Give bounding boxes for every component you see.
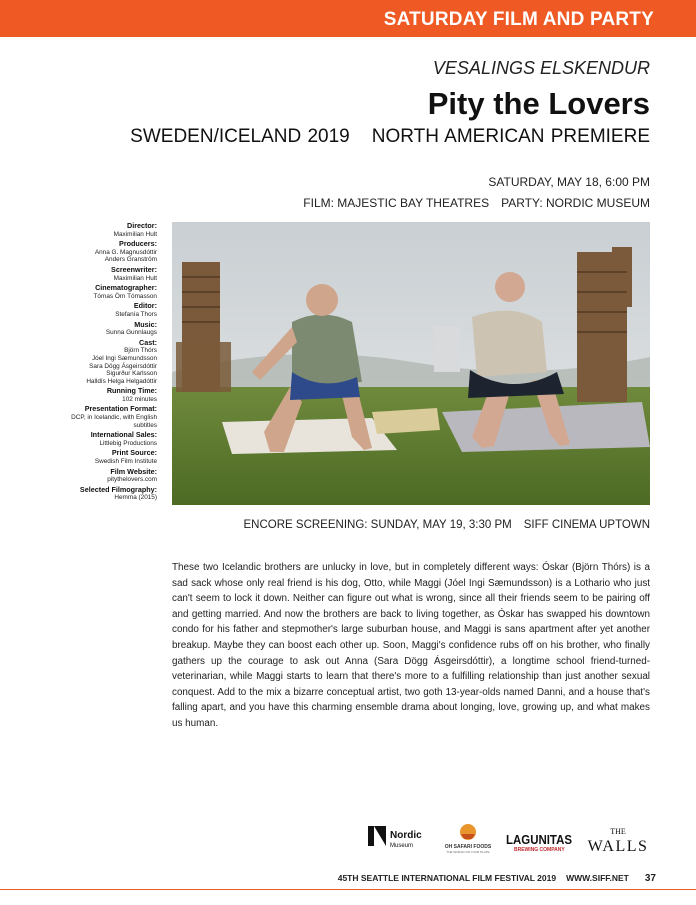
nordic-museum-logo [368,826,422,849]
credit-label: Film Website: [110,466,157,476]
screening-venues [303,196,650,210]
film-venue: FILM: MAJESTIC BAY THEATRES [303,196,490,210]
credit-block [40,486,157,502]
credit-label: Running Time: [106,386,157,396]
credit-value: Hemma (2015) [114,494,157,502]
encore-venue: SIFF CINEMA UPTOWN [523,519,650,531]
original-title: VESALINGS ELSKENDUR [432,58,650,78]
credit-label: International Sales: [90,430,157,440]
credit-value: subtitles [133,421,157,429]
film-title: Pity the Lovers [427,86,650,121]
credit-value: DCP, in Icelandic, with English [71,414,157,422]
synopsis: These two Icelandic brothers are unlucky in love, but in completely different ways: Óskar (Björn Thórs) is a sad sack whose only real friend is his dog, Otto, while Maggi (Jóel Ingi Sæmundsson) is a Lothario who just can't seem to lock it down. Neither can figure out what is wrong, since all their friends seem to be pairing off and getting married. And now the brothers are back to living together, as Óskar has swapped his downtown condo for his father and stepmother's large suburban house, and Maggi is sans apartment after yet another breakup. Maybe they can boost each other up. Soon, Maggi's confidence rubs off on his brother, who finally gathers up the courage to ask out Anna (Sara Dögg Ásgeirsdóttir), a longtime school friend-turned-veterinarian, while Maggi starts to learn that there's more to a fulfilling relationship than just another sexual conquest. Add to the mix a bizarre conceptual artist, two goth 13-year-olds named Danni, and a house that's falling apart, and you have this charming ensemble drama about longing, love, growing up, and what makes us human. [172,562,650,729]
film-subtitle [130,126,650,148]
credit-value: Anders Granström [104,256,157,264]
credit-value: Anna G. Magnusdóttir [94,248,157,256]
section-banner [0,0,696,37]
country-year: SWEDEN/ICELAND 2019 [130,126,350,147]
credit-value: Jóel Ingi Sæmundsson [91,354,157,362]
page-footer [338,873,656,884]
credits-list [40,222,157,504]
footer-website: WWW.SIFF.NET [566,873,629,883]
credit-block [40,405,157,429]
credit-label: Presentation Format: [84,404,157,414]
credit-block [40,339,157,386]
lagunitas-tagline: BREWING COMPANY [514,847,565,853]
credit-value: Littlebig Productions [99,439,157,447]
credit-value: pitythelovers.com [107,476,157,484]
credit-block [40,284,157,300]
credit-block [40,222,157,238]
footer-rule [0,889,696,890]
encore-screening [244,519,651,531]
credit-label: Cinematographer: [95,283,157,293]
lagunitas-logo-text: LAGUNITAS [506,832,573,847]
credit-label: Editor: [133,301,157,311]
credit-value: Björn Thórs [124,347,157,355]
page-number: 37 [644,873,656,884]
walls-logo-text: WALLS [587,838,649,855]
premiere-status: NORTH AMERICAN PREMIERE [371,126,650,147]
safari-logo-text: OH SAFARI FOODS [444,844,492,850]
screening-datetime: SATURDAY, MAY 18, 6:00 PM [488,175,650,189]
credit-value: Sigurður Karlsson [106,370,157,378]
credit-block [40,321,157,337]
the-walls-logo [588,827,649,855]
encore-datetime: ENCORE SCREENING: SUNDAY, MAY 19, 3:30 PM [243,519,512,531]
credit-block [40,468,157,484]
nordic-logo-text: Nordic [390,830,422,841]
credit-block [40,302,157,318]
credit-value: 102 minutes [122,395,157,403]
museum-logo-text: Museum [390,843,414,849]
credit-block [40,431,157,447]
credit-label: Print Source: [111,448,157,458]
credit-value: Maximilian Hult [113,230,157,238]
credit-value: Tómas Örn Tómasson [93,292,157,300]
credit-label: Selected Filmography: [79,484,157,494]
credit-value: Halldís Helga Helgadóttir [86,377,157,385]
credit-value: Maximilian Hult [113,274,157,282]
safari-tagline: THE WORLD ON YOUR PLATE [446,850,490,854]
credit-label: Screenwriter: [111,264,157,274]
credit-value: Stefanía Thors [115,310,157,318]
sponsor-logos [368,820,650,860]
party-venue: PARTY: NORDIC MUSEUM [501,196,650,210]
credit-block [40,387,157,403]
film-still-photo [172,222,650,505]
credit-label: Cast: [139,337,157,347]
credit-label: Music: [134,319,157,329]
section-banner-text: SATURDAY FILM AND PARTY [383,9,654,30]
credit-label: Producers: [119,239,157,249]
credit-value: Swedish Film Institute [94,458,157,466]
credit-block [40,240,157,264]
credit-block [40,449,157,465]
oh-safari-foods-logo [445,824,492,854]
credit-label: Director: [127,221,157,230]
credit-block [40,266,157,282]
film-still-illustration [172,222,650,505]
credit-value: Sunna Gunnlaugs [105,329,157,337]
footer-festival: 45TH SEATTLE INTERNATIONAL FILM FESTIVAL 2019 [337,873,557,883]
credit-value: Sara Dögg Ásgeirsdóttir [89,362,157,370]
lagunitas-logo [506,832,572,853]
walls-logo-the: THE [610,827,626,836]
